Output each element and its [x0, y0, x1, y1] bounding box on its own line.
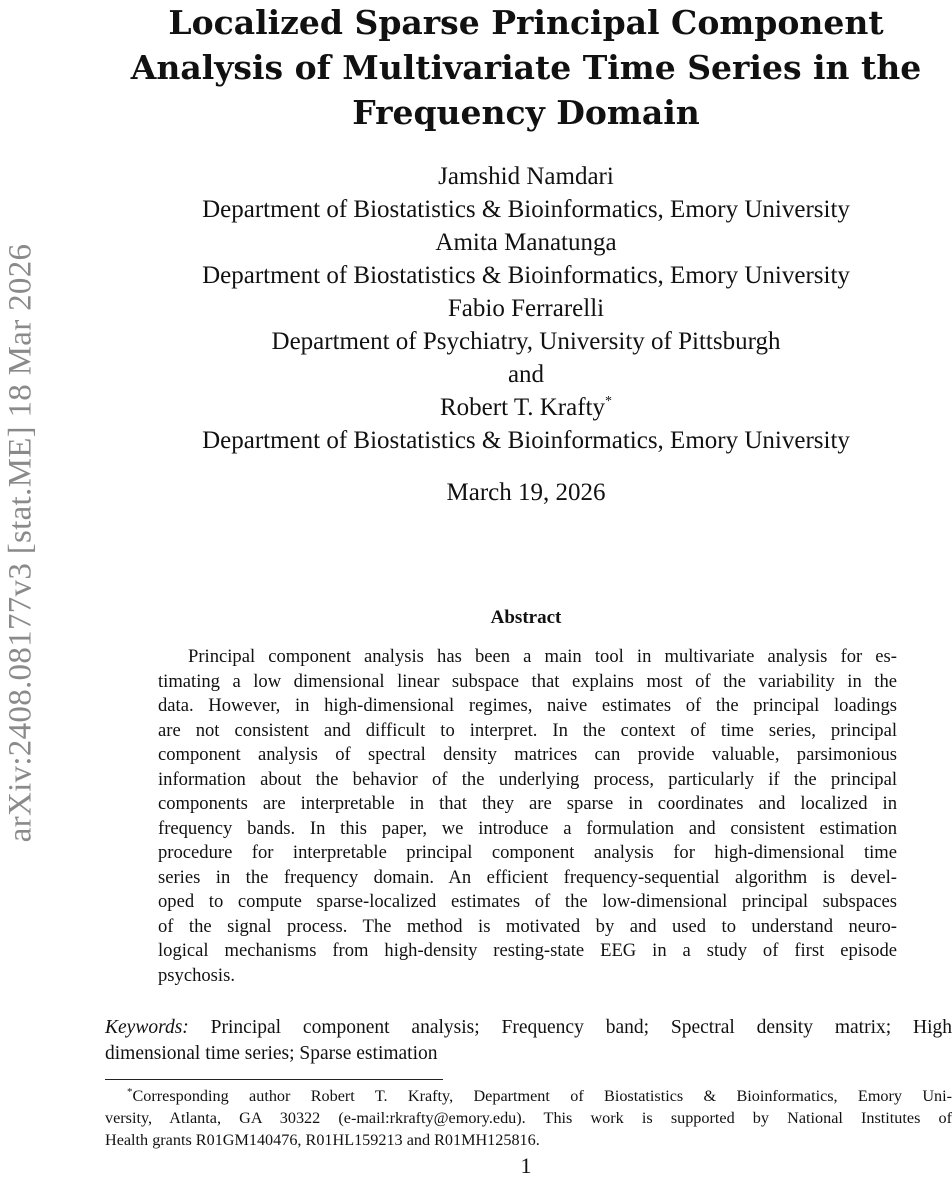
author-name: Fabio Ferrarelli [447, 295, 605, 322]
keywords-label: Keywords: [105, 1017, 189, 1038]
title-line: Localized Sparse Principal Component [168, 3, 884, 42]
abstract-line: psychosis. [158, 964, 235, 986]
footnote-line [105, 1085, 952, 1107]
footnote-line: Health grants R01GM140476, R01HL159213 and R01MH125816. [105, 1131, 540, 1149]
author-affiliation: Department of Psychiatry, University of Pittsburgh [271, 328, 781, 355]
author-block [100, 160, 952, 457]
footnote-line: versity, Atlanta, GA 30322 (e-mail:rkrafty@emory.edu). This work is supported by National Institutes of [105, 1109, 952, 1127]
abstract-body [158, 645, 897, 988]
abstract-line: components are interpretable in that they are sparse in coordinates and localized in [158, 793, 897, 814]
abstract-heading: Abstract [490, 607, 562, 628]
keywords [105, 1015, 952, 1067]
footnote-marker: * [127, 1086, 133, 1098]
page-number: 1 [520, 1153, 532, 1178]
footnote-rule [105, 1079, 443, 1080]
title-line: Analysis of Multivariate Time Series in the [130, 48, 922, 87]
abstract-line: are not consistent and difficult to interpret. In the context of time series, principal [158, 719, 897, 741]
abstract-line: timating a low dimensional linear subspace that explains most of the variability in the [158, 670, 897, 692]
author-name: Amita Manatunga [435, 229, 617, 256]
keywords-line: dimensional time series; Sparse estimation [105, 1043, 438, 1064]
abstract-line: oped to compute sparse-localized estimates of the low-dimensional principal subspaces [158, 891, 897, 912]
abstract-line: information about the behavior of the underlying process, particularly if the principal [158, 768, 897, 790]
footnote-text: Corresponding author Robert T. Krafty, Department of Biostatistics & Bioinformatics, Emory Uni- [132, 1087, 952, 1105]
abstract-line: of the signal process. The method is motivated by and used to understand neuro- [158, 915, 897, 937]
paper-title [100, 0, 952, 135]
footnote [105, 1085, 952, 1151]
corresponding-author [100, 391, 952, 424]
paper-date: March 19, 2026 [446, 479, 606, 506]
author-name: Jamshid Namdari [438, 163, 614, 190]
author-name: Robert T. Krafty [439, 394, 605, 421]
author-affiliation: Department of Biostatistics & Bioinformatics, Emory University [202, 427, 850, 454]
abstract-line: procedure for interpretable principal component analysis for high-dimensional time [158, 842, 897, 863]
abstract-line: Principal component analysis has been a main tool in multivariate analysis for es- [188, 646, 897, 667]
keywords-text: Principal component analysis; Frequency band; Spectral density matrix; High [210, 1017, 952, 1038]
abstract-line: frequency bands. In this paper, we introduce a formulation and consistent estimation [158, 817, 897, 839]
author-affiliation: Department of Biostatistics & Bioinformatics, Emory University [202, 262, 850, 289]
author-affiliation: Department of Biostatistics & Bioinformatics, Emory University [202, 196, 850, 223]
author-conjunction: and [507, 361, 545, 388]
abstract-line: series in the frequency domain. An efficient frequency-sequential algorithm is devel- [158, 866, 897, 888]
corresponding-marker: * [605, 394, 612, 409]
abstract-line: data. However, in high-dimensional regimes, naive estimates of the principal loadings [158, 695, 897, 716]
keywords-line [105, 1015, 952, 1041]
abstract-line: logical mechanisms from high-density resting-state EEG in a study of first episode [158, 940, 897, 961]
arxiv-identifier: arXiv:2408.08177v3 [stat.ME] 18 Mar 2026 [2, 243, 39, 843]
title-line: Frequency Domain [352, 93, 700, 132]
abstract-line: component analysis of spectral density matrices can provide valuable, parsimonious [158, 744, 897, 765]
